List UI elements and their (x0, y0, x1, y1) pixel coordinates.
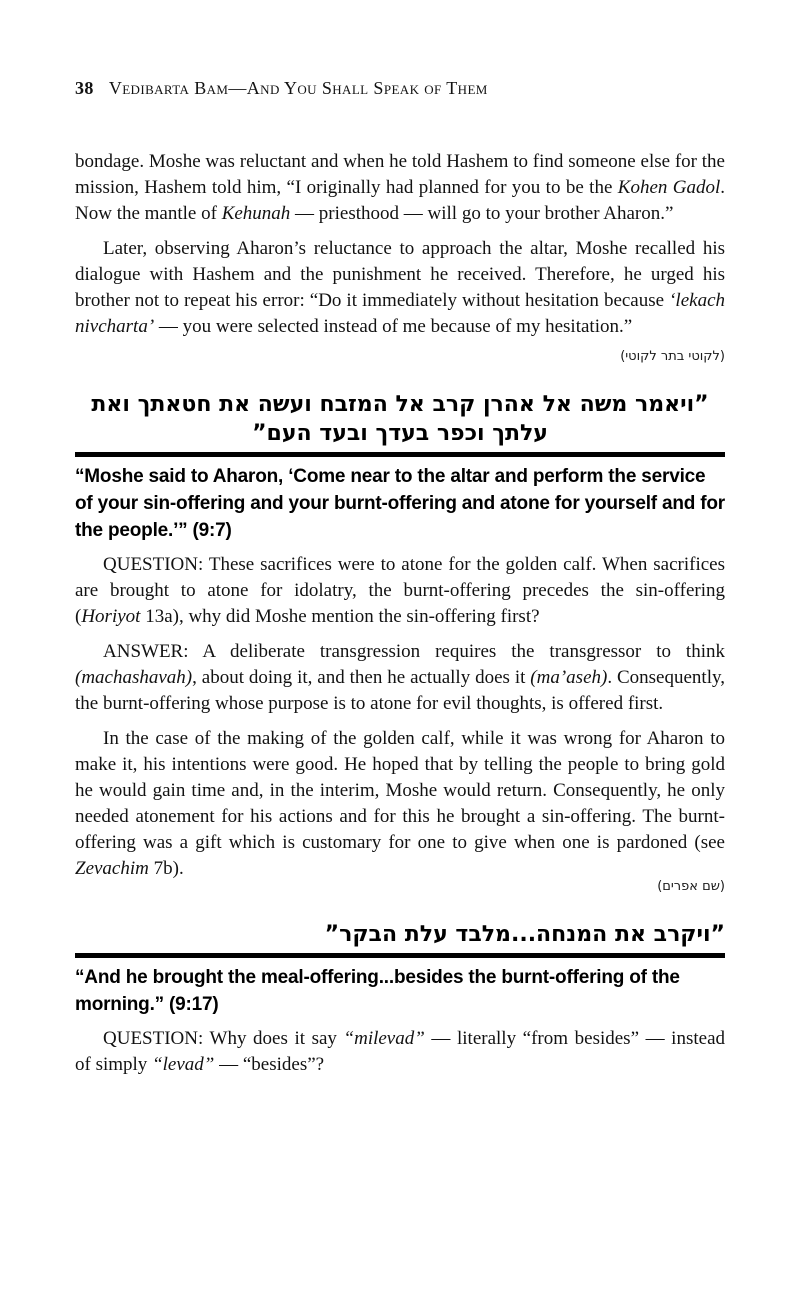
verse-translation: “Moshe said to Aharon, ‘Come near to the altar and perform the service of your sin-offering and your burnt-offering and atone for yourself and for the people.’” (9:7) (75, 466, 725, 541)
source-citation: (לקוטי בתר לקוטי) (620, 349, 725, 364)
verse-translation: “And he brought the meal-offering...besides the burnt-offering of the morning.” (9:17) (75, 967, 680, 1015)
page-number: 38 (75, 78, 94, 98)
paragraph-continuation: bondage. Moshe was reluctant and when he told Hashem to find someone else for the mission, Hashem told him, “I originally had planned for you to be the Kohen Gadol. Now the mantle of Kehunah — priesthood — will go to your brother Aharon.” (75, 151, 726, 224)
question-paragraph: QUESTION: These sacrifices were to atone for the golden calf. When sacrifices are brought to atone for idolatry, the burnt-offering precedes the sin-offering (Horiyot 13a), why did Moshe mention the sin-offering first? (75, 554, 725, 627)
section-divider-rule (75, 452, 725, 457)
hebrew-verse-header: ”ויאמר משה אל אהרן קרב אל המזבח ועשה את חטאתך ואת עלתך וכפר בעדך ובעד העם” (91, 392, 709, 446)
section-divider-rule (75, 953, 725, 958)
paragraph: Later, observing Aharon’s reluctance to approach the altar, Moshe recalled his dialogue with Hashem and the punishment he received. Therefore, he urged his brother not to repeat his error: “Do it immediately without hesitation because ‘lekach nivcharta’ — you were selected instead of me because of my hesitation.” (75, 238, 725, 337)
source-citation: (שם אפרים) (657, 879, 725, 894)
hebrew-verse-header: ”ויקרב את המנחה...מלבד עלת הבקר” (324, 922, 725, 947)
answer-paragraph: ANSWER: A deliberate transgression requires the transgressor to think (machashavah), about doing it, and then he actually does it (ma’aseh). Consequently, the burnt-offering whose purpose is to atone for evil thoughts, is offered first. (75, 641, 725, 714)
discussion-paragraph: In the case of the making of the golden calf, while it was wrong for Aharon to make it, his intentions were good. He hoped that by telling the people to bring gold he would gain time and, in the interim, Moshe would return. Consequently, he only needed atonement for his actions and for this he brought a sin-offering. The burnt-offering was a gift which is customary for one to give when one is pardoned (see Zevachim 7b). (75, 728, 725, 879)
running-head (75, 78, 725, 99)
running-title: Vedibarta Bam—And You Shall Speak of Them (108, 78, 488, 98)
question-paragraph: QUESTION: Why does it say “milevad” — literally “from besides” — instead of simply “levad” — “besides”? (75, 1028, 725, 1075)
